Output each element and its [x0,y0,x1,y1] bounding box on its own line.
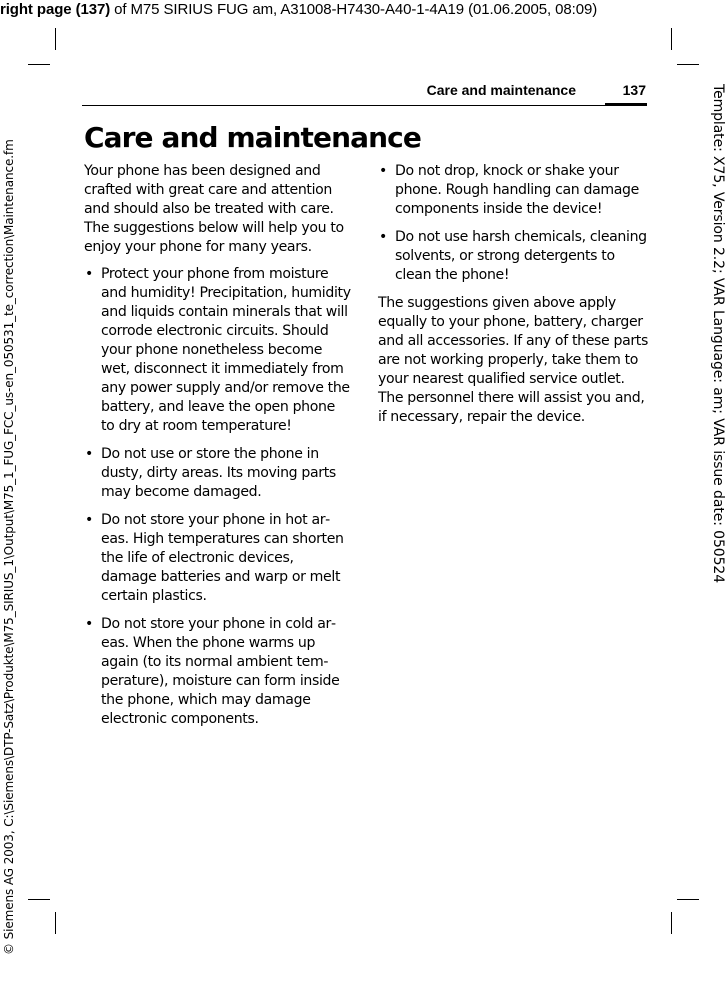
crop-mark [677,899,699,900]
bullet-item-heat: • Do not store your phone in hot areas. High temperatures can shorten the life of electronic devices, damage batteries and warp or melt certain plastics. [84,511,352,606]
crop-mark [55,912,56,934]
bullet-item-drop: • Do not drop, knock or shake your phone. Rough handling can damage components inside the device! [378,162,648,219]
intro-paragraph: Your phone has been designed and crafted with great care and attention and should also be treated with care. The suggestions below will help you to enjoy your phone for many years. [84,163,344,255]
print-header-page-ref: right page (137) [0,1,111,18]
bullet-item-chemicals: • Do not use harsh chemicals, cleaning solvents, or strong detergents to clean the phone! [378,228,648,285]
care-bullet-list-continued [378,162,648,285]
running-head [380,80,646,100]
crop-mark [671,28,672,50]
bullet-item-dust: • Do not use or store the phone in dusty, dirty areas. Its moving parts may become damaged. [84,445,352,502]
page-title: Care and maintenance [84,121,421,154]
crop-mark [677,64,699,65]
copyright-path-margin: © Siemens AG 2003, C:\Siemens\DTP-Satz\Produkte\M75_SIRIUS_1\Output\M75_1_FUG_FCC_us-en_050531_te_correction\Maintenance.fm [2,139,16,955]
crop-mark [55,28,56,50]
crop-mark [28,899,50,900]
care-bullet-list [84,265,352,729]
left-column [84,162,352,738]
print-header-doc-info: of M75 SIRIUS FUG am, A31008-H7430-A40-1-4A19 (01.06.2005, 08:09) [110,1,598,18]
print-header [0,0,597,20]
closing-paragraph: The suggestions given above apply equally to your phone, battery, charger and all accessories. If any of these parts are not working properly, take them to your nearest qualified service outlet. The personnel there will assist you and, if necessary, repair the device. [378,295,648,425]
page-number-rule [605,103,647,105]
bullet-item-cold: • Do not store your phone in cold areas. When the phone warms up again (to its normal ambient temperature), moisture can form inside the phone, which may damage electronic components. [84,615,352,729]
crop-mark [671,912,672,934]
header-rule [82,105,647,106]
running-head-title: Care and maintenance [426,82,576,98]
template-info-margin: Template: X75, Version 2.2; VAR Language: am; VAR issue date: 050524 [710,84,726,584]
crop-mark [28,64,50,65]
bullet-item-moisture: • Protect your phone from moisture and humidity! Precipitation, humidity and liquids contain minerals that will corrode electronic circuits. Should your phone nonetheless become wet, disconnect it immediately from any power supply and/or remove the battery, and leave the open phone to dry at room temperature! [84,265,352,436]
page-number: 137 [622,82,646,98]
right-column [378,162,648,427]
